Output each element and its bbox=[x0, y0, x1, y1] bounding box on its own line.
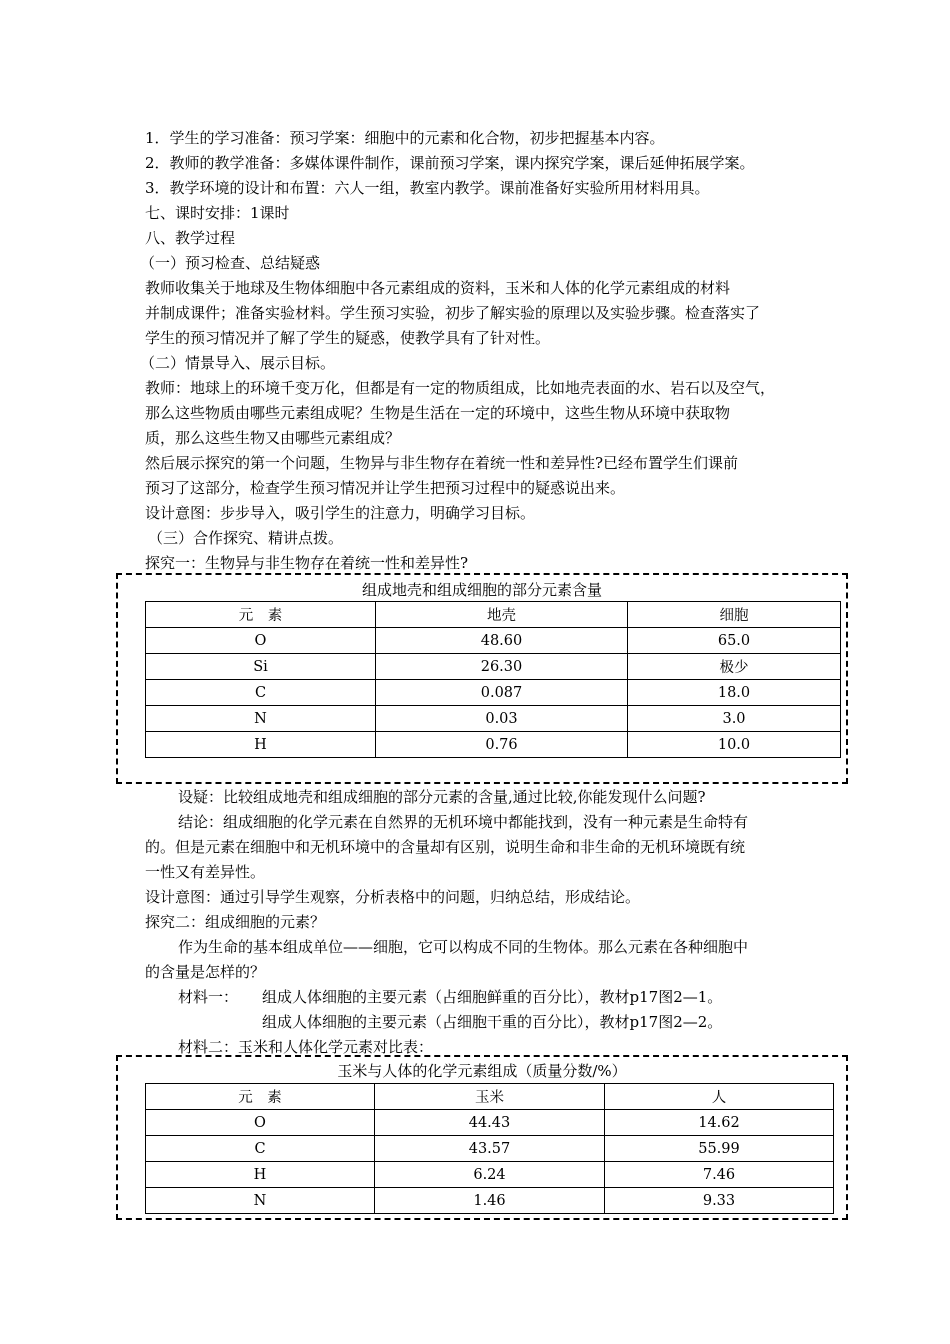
table1-cell: 0.03 bbox=[376, 706, 628, 732]
table2-header-human: 人 bbox=[605, 1084, 834, 1110]
paragraph-cell-intro-2: 的含量是怎样的？ bbox=[145, 963, 266, 981]
table-row bbox=[146, 732, 841, 758]
table1-cell: H bbox=[146, 732, 376, 758]
table2-dashed-frame bbox=[116, 1055, 848, 1220]
table-row bbox=[146, 1162, 834, 1188]
table1-cell: 0.087 bbox=[376, 680, 628, 706]
table1-title: 组成地壳和组成细胞的部分元素含量 bbox=[361, 581, 602, 599]
material-one-fresh-weight: 组成人体细胞的主要元素（占细胞鲜重的百分比），教材p17图2—1。 bbox=[262, 988, 723, 1006]
heading-scene-intro: （二）情景导入、展示目标。 bbox=[140, 354, 336, 372]
material-two-label: 材料二：玉米和人体化学元素对比表： bbox=[178, 1038, 434, 1056]
table2-cell: 7.46 bbox=[605, 1162, 834, 1188]
paragraph-conclusion-1: 结论：组成细胞的化学元素在自然界的无机环境中都能找到，没有一种元素是生命特有 bbox=[178, 813, 749, 831]
heading-inquiry-1: 探究一：生物异与非生物存在着统一性和差异性? bbox=[145, 554, 469, 572]
paragraph-environment: 3．教学环境的设计和布置：六人一组，教室内教学。课前准备好实验所用材料用具。 bbox=[145, 179, 710, 197]
heading-cooperative: （三）合作探究、精讲点拨。 bbox=[148, 529, 344, 547]
table2-cell: C bbox=[146, 1136, 375, 1162]
table1-cell: 48.60 bbox=[376, 628, 628, 654]
table2-cell: 9.33 bbox=[605, 1188, 834, 1214]
paragraph-teacher-1: 教师：地球上的环境千变万化，但都是有一定的物质组成，比如地壳表面的水、岩石以及空气， bbox=[145, 379, 776, 397]
table1-header-cell: 细胞 bbox=[628, 602, 841, 628]
table2-cell: 43.57 bbox=[375, 1136, 605, 1162]
paragraph-design-intent-1: 设计意图：步步导入，吸引学生的注意力，明确学习目标。 bbox=[145, 504, 536, 522]
paragraph-preview-3: 学生的预习情况并了解了学生的疑惑，使教学具有了针对性。 bbox=[145, 329, 551, 347]
table1-cell: Si bbox=[146, 654, 376, 680]
table1-header-crust: 地壳 bbox=[376, 602, 628, 628]
table1-header-row bbox=[146, 602, 841, 628]
paragraph-design-intent-2: 设计意图：通过引导学生观察，分析表格中的问题，归纳总结，形成结论。 bbox=[145, 888, 641, 906]
table1-cell: 18.0 bbox=[628, 680, 841, 706]
table1-dashed-frame bbox=[116, 573, 848, 784]
heading-process: 八、教学过程 bbox=[145, 229, 236, 247]
table2-cell: 55.99 bbox=[605, 1136, 834, 1162]
heading-inquiry-2: 探究二：组成细胞的元素？ bbox=[145, 913, 326, 931]
table1-cell: 26.30 bbox=[376, 654, 628, 680]
table1 bbox=[145, 601, 841, 758]
table2 bbox=[145, 1083, 834, 1214]
paragraph-student-prep: 1．学生的学习准备：预习学案：细胞中的元素和化合物，初步把握基本内容。 bbox=[145, 129, 665, 147]
table-row bbox=[146, 1110, 834, 1136]
table-row bbox=[146, 1188, 834, 1214]
paragraph-preview-1: 教师收集关于地球及生物体细胞中各元素组成的资料，玉米和人体的化学元素组成的材料 bbox=[145, 279, 731, 297]
table-row bbox=[146, 706, 841, 732]
table1-cell: N bbox=[146, 706, 376, 732]
heading-preview-check: （一）预习检查、总结疑惑 bbox=[140, 254, 321, 272]
table1-cell: O bbox=[146, 628, 376, 654]
table1-cell: 3.0 bbox=[628, 706, 841, 732]
material-one-dry-weight: 组成人体细胞的主要元素（占细胞干重的百分比），教材p17图2—2。 bbox=[262, 1013, 723, 1031]
table2-header-corn: 玉米 bbox=[375, 1084, 605, 1110]
table-row bbox=[146, 680, 841, 706]
table1-cell: 0.76 bbox=[376, 732, 628, 758]
table1-cell: 10.0 bbox=[628, 732, 841, 758]
paragraph-teacher-2: 那么这些物质由哪些元素组成呢？生物是生活在一定的环境中，这些生物从环境中获取物 bbox=[145, 404, 731, 422]
table2-title: 玉米与人体的化学元素组成（质量分数/%） bbox=[337, 1062, 627, 1080]
paragraph-conclusion-2: 的。但是元素在细胞中和无机环境中的含量却有区别，说明生命和非生命的无机环境既有统 bbox=[145, 838, 746, 856]
paragraph-teacher-3: 质，那么这些生物又由哪些元素组成？ bbox=[145, 429, 401, 447]
paragraph-conclusion-3: 一性又有差异性。 bbox=[145, 863, 266, 881]
paragraph-question-1: 然后展示探究的第一个问题，生物异与非生物存在着统一性和差异性?已经布置学生们课前 bbox=[145, 454, 739, 472]
paragraph-doubt: 设疑：比较组成地壳和组成细胞的部分元素的含量,通过比较,你能发现什么问题? bbox=[178, 788, 706, 806]
paragraph-cell-intro-1: 作为生命的基本组成单位——细胞，它可以构成不同的生物体。那么元素在各种细胞中 bbox=[178, 938, 749, 956]
table2-cell: H bbox=[146, 1162, 375, 1188]
paragraph-teacher-prep: 2．教师的教学准备：多媒体课件制作，课前预习学案，课内探究学案，课后延伸拓展学案。 bbox=[145, 154, 755, 172]
table2-cell: O bbox=[146, 1110, 375, 1136]
table1-header-element: 元 素 bbox=[146, 602, 376, 628]
table2-header-row bbox=[146, 1084, 834, 1110]
table-row bbox=[146, 1136, 834, 1162]
table-row bbox=[146, 654, 841, 680]
table2-cell: 14.62 bbox=[605, 1110, 834, 1136]
material-one-label: 材料一： bbox=[178, 988, 239, 1006]
table2-cell: 44.43 bbox=[375, 1110, 605, 1136]
table1-cell: 极少 bbox=[628, 654, 841, 680]
table1-cell: C bbox=[146, 680, 376, 706]
table2-header-element: 元 素 bbox=[146, 1084, 375, 1110]
table2-cell: 1.46 bbox=[375, 1188, 605, 1214]
heading-schedule: 七、课时安排：1课时 bbox=[145, 204, 290, 222]
table-row bbox=[146, 628, 841, 654]
table2-cell: 6.24 bbox=[375, 1162, 605, 1188]
table2-cell: N bbox=[146, 1188, 375, 1214]
table1-cell: 65.0 bbox=[628, 628, 841, 654]
paragraph-preview-2: 并制成课件；准备实验材料。学生预习实验，初步了解实验的原理以及实验步骤。检查落实了 bbox=[145, 304, 761, 322]
paragraph-question-2: 预习了这部分，检查学生预习情况并让学生把预习过程中的疑惑说出来。 bbox=[145, 479, 626, 497]
